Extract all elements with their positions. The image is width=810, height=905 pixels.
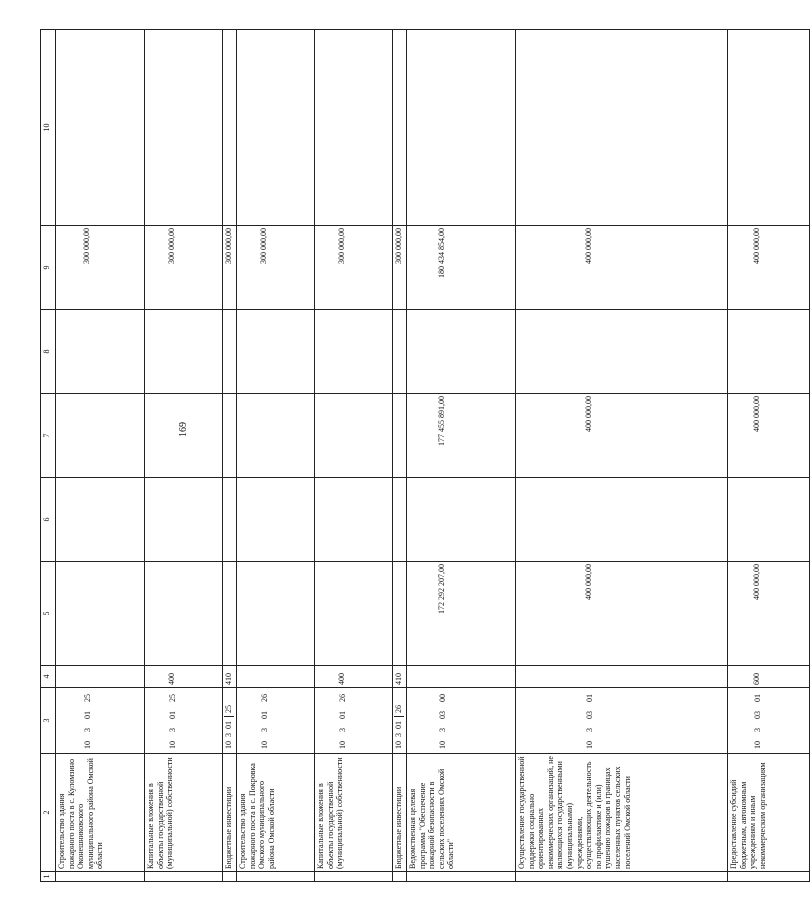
row-marker [237,872,315,882]
row-marker [315,872,393,882]
col-header-9: 9 [41,226,56,310]
code-part: 00 [438,694,447,702]
cell-c9: 400 000,00 [516,226,728,310]
row-marker [728,872,810,882]
cell-c4 [237,666,315,688]
cell-c8 [393,310,407,394]
code-part: 26 [260,694,269,702]
cell-c5 [223,562,237,666]
col-header-3: 3 [41,688,56,754]
row-code [223,688,237,754]
cell-c10 [393,30,407,226]
table-row [56,30,145,882]
cell-c5 [56,562,145,666]
cell-c4: 400 [315,666,393,688]
code-part: 3 [438,728,447,732]
code-part: 25 [168,694,177,702]
code-part: 3 [394,733,403,737]
cell-c7 [315,394,393,478]
cell-c6 [516,478,728,562]
cell-c7 [393,394,407,478]
row-code [516,688,728,754]
cell-c8 [516,310,728,394]
cell-c8 [315,310,393,394]
table-row [393,30,407,882]
table-row [237,30,315,882]
col-header-8: 8 [41,310,56,394]
row-code [56,688,145,754]
code-part: 26 [338,694,347,702]
code-part: 3 [338,728,347,732]
cell-c10 [145,30,223,226]
cell-c7 [145,394,223,478]
cell-c8 [56,310,145,394]
rotated-table-wrapper [40,30,767,882]
cell-c4 [407,666,516,688]
code-part: 03 [585,711,594,719]
row-code [393,688,407,754]
cell-c8 [237,310,315,394]
cell-c5 [315,562,393,666]
table-row [728,30,810,882]
col-header-5: 5 [41,562,56,666]
cell-c7: 400 000,00 [516,394,728,478]
code-part: 26 [394,705,404,717]
cell-c4 [516,666,728,688]
cell-c10 [407,30,516,226]
cell-c9: 300 000,00 [145,226,223,310]
code-part: 10 [168,741,177,749]
code-part: 10 [338,741,347,749]
cell-c10 [516,30,728,226]
cell-c4: 410 [223,666,237,688]
cell-c6 [407,478,516,562]
cell-c9: 300 000,00 [223,226,237,310]
code-part: 10 [753,741,762,749]
code-part: 01 [168,711,177,719]
cell-c5: 172 292 207,00 [407,562,516,666]
code-part: 03 [753,711,762,719]
row-name: Строительство здания пожарного поста в с. Куломзино Оконешниковского муниципального района Омской области [56,754,145,872]
row-code [315,688,393,754]
row-name: Бюджетные инвестиции [223,754,237,872]
col-header-6: 6 [41,478,56,562]
row-code [728,688,810,754]
row-code [237,688,315,754]
cell-c8 [145,310,223,394]
cell-c8 [223,310,237,394]
code-part: 3 [260,728,269,732]
cell-c10 [728,30,810,226]
cell-c9: 180 434 854,00 [407,226,516,310]
code-part: 01 [83,711,92,719]
cell-c7 [56,394,145,478]
row-marker [516,872,728,882]
cell-c9: 400 000,00 [728,226,810,310]
code-part: 01 [338,711,347,719]
code-part: 10 [224,741,233,749]
cell-c9: 300 000,00 [393,226,407,310]
cell-c6 [145,478,223,562]
cell-c5 [393,562,407,666]
cell-c9: 300 000,00 [56,226,145,310]
cell-c6 [223,478,237,562]
cell-c6 [393,478,407,562]
code-part: 01 [394,721,403,729]
code-part: 01 [585,694,594,702]
col-header-10: 10 [41,30,56,226]
row-marker [145,872,223,882]
cell-c6 [728,478,810,562]
code-part: 3 [83,728,92,732]
budget-table [40,29,810,882]
cell-c7: 177 455 891,00 [407,394,516,478]
cell-c6 [237,478,315,562]
cell-c10 [56,30,145,226]
code-part: 3 [168,728,177,732]
page-number: 169 [178,422,189,437]
table-row [223,30,237,882]
cell-c10 [223,30,237,226]
code-part: 10 [438,741,447,749]
cell-c4: 410 [393,666,407,688]
code-part: 10 [394,741,403,749]
cell-c4: 600 [728,666,810,688]
row-name: Капитальные вложения в объекты государственной (муниципальной) собственности [145,754,223,872]
row-name: Ведомственная целевая программа "Обеспечение пожарной безопасности в сельских поселениях Омской области" [407,754,516,872]
cell-c7: 400 000,00 [728,394,810,478]
cell-c6 [56,478,145,562]
row-marker [223,872,237,882]
table-row [315,30,393,882]
cell-c5: 400 000,00 [516,562,728,666]
code-part: 3 [753,728,762,732]
row-marker [56,872,145,882]
col-header-1: 1 [41,872,56,882]
row-name: Предоставление субсидий бюджетным, автономным учреждениям и иным некоммерческим организациям [728,754,810,872]
cell-c5 [145,562,223,666]
col-header-7: 7 [41,394,56,478]
code-part: 03 [438,711,447,719]
cell-c8 [407,310,516,394]
cell-c7 [223,394,237,478]
cell-c7 [237,394,315,478]
cell-c9: 300 000,00 [315,226,393,310]
code-part: 01 [753,694,762,702]
table-row [407,30,516,882]
table-row [145,30,223,882]
col-header-2: 2 [41,754,56,872]
row-name: Осуществление государственной поддержки социально ориентированных некоммерческих организаций, не являющихся государственными (муниципальными) учреждениями, осуществляющих деятельность по профилактике и (или) тушению пожаров в границах населенных пунктов сельских поселений Омской области [516,754,728,872]
row-marker [407,872,516,882]
row-marker [393,872,407,882]
code-part: 10 [585,741,594,749]
row-code [407,688,516,754]
cell-c10 [237,30,315,226]
row-name: Бюджетные инвестиции [393,754,407,872]
row-name: Строительство здания пожарного поста в с. Покровка Омского муниципального района Омской области [237,754,315,872]
code-part: 3 [585,728,594,732]
cell-c5: 400 000,00 [728,562,810,666]
code-part: 01 [260,711,269,719]
cell-c4: 400 [145,666,223,688]
code-part: 01 [224,721,233,729]
cell-c9: 300 000,00 [237,226,315,310]
code-part: 10 [260,741,269,749]
cell-c10 [315,30,393,226]
col-header-4: 4 [41,666,56,688]
code-part: 3 [224,733,233,737]
row-name: Капитальные вложения в объекты государственной (муниципальной) собственности [315,754,393,872]
cell-c5 [237,562,315,666]
table-row [516,30,728,882]
cell-c6 [315,478,393,562]
cell-c4 [56,666,145,688]
code-part: 25 [224,705,234,717]
cell-c8 [728,310,810,394]
row-code [145,688,223,754]
header-row [41,30,56,882]
code-part: 25 [83,694,92,702]
code-part: 10 [83,741,92,749]
